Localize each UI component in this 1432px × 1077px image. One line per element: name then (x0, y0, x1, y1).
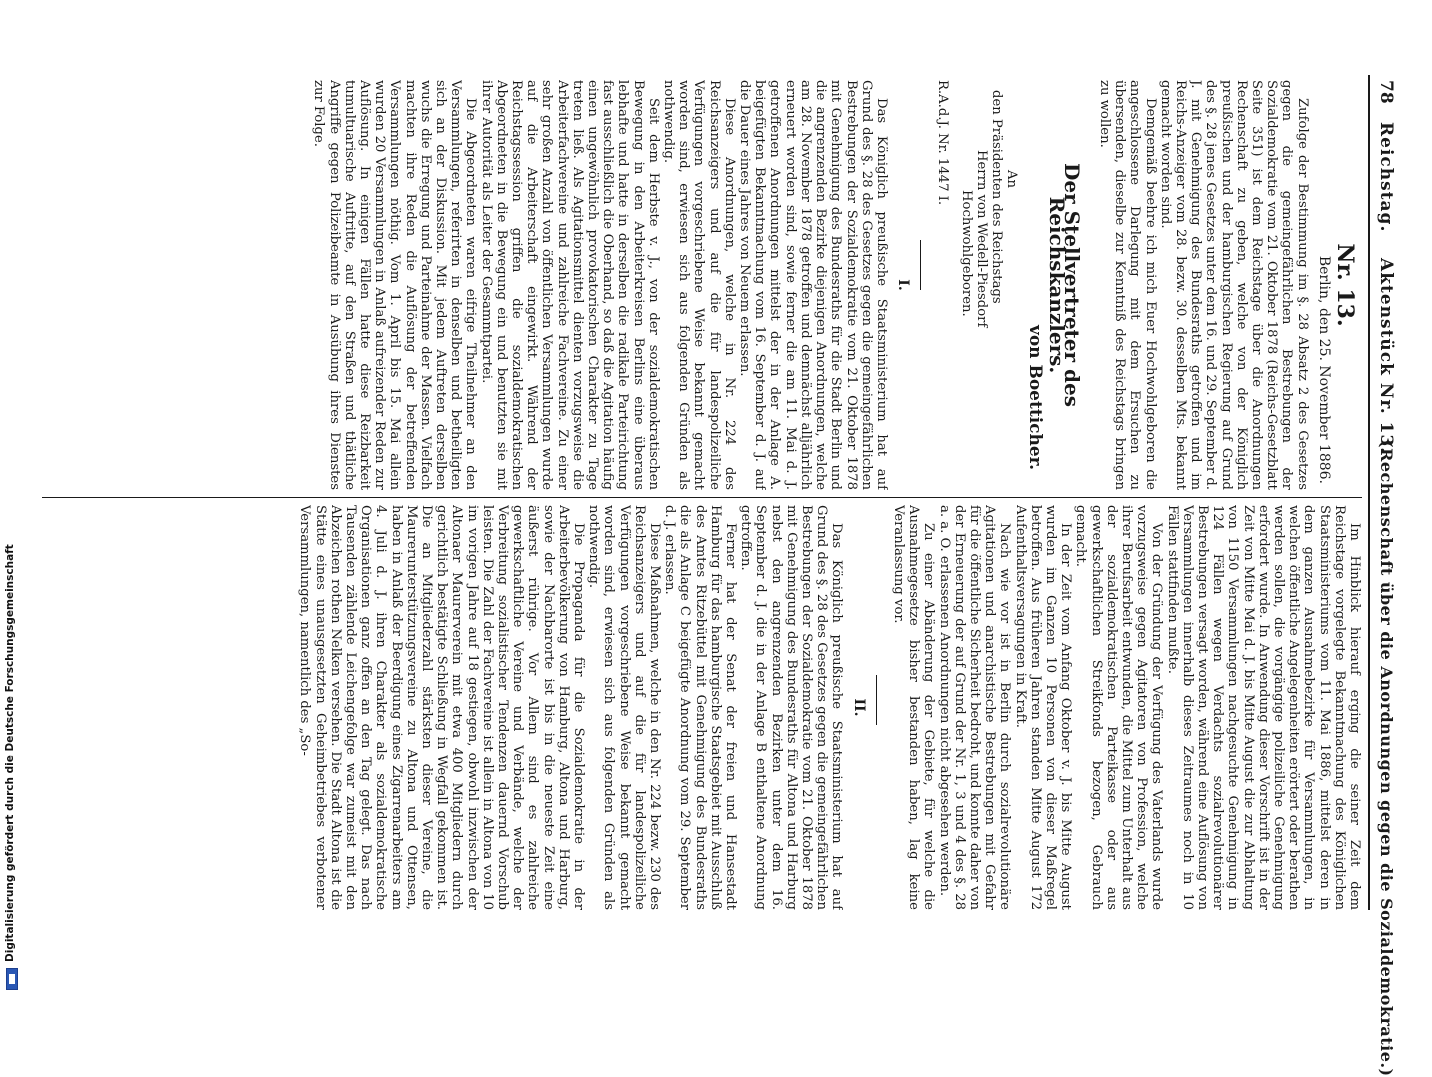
second-paragraph: Demgemäß beehre ich mich Euer Hochwohlgeboren die angeschlossene Darlegung mit dem Ersuchen zu übersenden, dieselbe zur Kenntniß des Reichstags bringen zu wollen. (1096, 80, 1158, 490)
section-one-numeral: I. (895, 279, 912, 291)
right-column (42, 505, 1362, 910)
section-two-paragraph: Diese Maßnahmen, welche in den Nr. 224 bezw. 230 des Reichsanzeigers und auf die für landespolizeiliche Verfügungen vorgeschriebene Weise bekannt gemacht worden sind, erwiesen sich aus folgenden Gründen als nothwendig. (586, 505, 663, 910)
section-two-paragraph: Die Propaganda für die Sozialdemokratie in der Arbeiterbevölkerung von Hamburg, Altona und Harburg, sowie der Nachbarorte ist bis in die neueste Zeit eine äußerst rührige. Vor Allem sind es zahlreiche gewerkschaftliche Vereine und Verbände, welche der Verbreitung sozialistischer Tendenzen dauernd Vorschub leisten. Die Zahl der Fachvereine ist allein in Altona von 10 im vorigen Jahre auf 18 gestiegen, obwohl inzwischen der Altonaer Maurerverein mit etwa 400 Mitgliedern durch gerichtlich bestätigte Schließung in Wegfall gekommen ist. Die an Mitgliederzahl stärksten dieser Vereine, die Maurerunterstützungsvereine zu Altona und Ottensen, haben in Anlaß der Beerdigung eines Zigarrenarbeiters am 4. Juli d. J. ihren Charakter als sozialdemokratische Organisationen ganz offen an den Tag gelegt. Das nach Tausenden zählende Leichengefolge war zumeist mit den Abzeichen rothen Nelken versehen. Die Stadt Altona ist die Stätte eines unausgesetzten Geheimbetriebes verbotener Versammlungen, namentlich des „So- (297, 505, 587, 910)
addressee-to: An (1004, 170, 1020, 189)
section-one-paragraph: Die Abgeordneten waren eifrige Theilnehmer an den Versammlungen, referirten in denselben und betheiligten sich an der Diskussion. Mit jedem Auftreten derselben wuchs die Erregung und Parteinahme der Massen. Vielfach machten ihre Reden die Auflösung der betreffenden Versammlungen nöthig. Vom 1. April bis 15. Mai allein wurden 20 Versammlungen in Anlaß aufreizender Reden zur Auflösung. In einigen Fällen hatte diese Reizbarkeit tumultuarische Auftritte, auf den Straßen und thätliche Angriffe gegen Polizeibeamte in Ausübung ihres Dienstes zur Folge. (311, 80, 479, 490)
sender-name: von Boetticher. (1025, 324, 1046, 470)
left-column (42, 80, 1362, 490)
section-divider (876, 675, 877, 725)
section-divider (920, 240, 921, 290)
section-one-paragraph: Diese Anordnungen, welche in Nr. 224 des Reichsanzeigers und auf die für landespolizeiliche Verfügungen vorgeschriebene Weise bekannt gemacht worden sind, erwiesen sich aus folgenden Gründen als nothwendig. (661, 80, 737, 490)
document-number: Nr. 13. (1332, 243, 1358, 327)
digitization-note: Digitalisierung gefördert durch die Deutsche Forschungsgemeinschaft (4, 544, 16, 962)
right-paragraph: Von der Gründung der Verfügung des Vaterlands wurde vorzugsweise gegen Agitatoren von Profession, welche ihrer Berufsarbeit entwunden, die Mittel zum Unterhalt aus der sozialdemokratischen Parteikasse oder aus gewerkschaftlichen Streikfonds bezogen, Gebrauch gemacht. (1073, 505, 1165, 910)
section-two-paragraph: Das Königlich preußische Staatsministerium hat auf Grund des §. 28 des Gesetzes gegen die gemeingefährlichen Bestrebungen der Sozialdemokratie vom 21. Oktober 1878 mit Genehmigung des Bundesraths für Altona und Harburg nebst den angrenzenden Bezirken unter dem 16. September d. J. die in der Anlage B enthaltene Anordnung getroffen. (738, 505, 845, 910)
column-rule (42, 497, 1362, 498)
page-number: 78 (1376, 80, 1396, 104)
header-rule (1368, 75, 1370, 910)
intro-paragraph: Zufolge der Bestimmung im §. 28 Absatz 2 des Gesetzes gegen die gemeingefährlichen Bestrebungen der Sozialdemokratie vom 21. Oktober 1878 (Reichs-Gesetzblatt Seite 351) ist dem Reichstage über die Anordnungen Rechenschaft zu geben, welche von der Königlich preußischen und der hamburgischen Regierung auf Grund des §. 28 jenes Gesetzes unter dem 16. und 29. September d. J. mit Genehmigung des Bundesraths getroffen und im Reichs-Anzeiger vom 28. bezw. 30. desselben Mts. bekannt gemacht worden sind. (1157, 80, 1310, 490)
addressee-line-1: den Präsidenten des Reichstags (988, 90, 1004, 304)
addressee-line-2: Herrn von Wedell-Piesdorf (973, 150, 989, 328)
section-two-paragraph: Ferner hat der Senat der freien und Hansestadt Hamburg für das hamburgische Staatsgebiet mit Ausschluß des Amtes Ritzebüttel mit Genehmigung des Bundesraths die als Anlage C beigefügte Anordnung vom 29. September d. J. erlassen. (662, 505, 739, 910)
reference-number: R.A.d.J. Nr. 1447 I. (935, 80, 951, 206)
right-paragraph: Nach wie vor ist in Berlin durch sozialrevolutionäre Agitationen und anarchistische Bestrebungen mit Gefahr für die öffentliche Sicherheit bedroht, und konnte daher von der Erneuerung der auf Grund der Nr. 1, 3 und 4 des §. 28 a. a. O. erlassenen Anordnungen nicht abgesehen werden. (936, 505, 1013, 910)
section-two-numeral: II. (850, 698, 867, 717)
header-subject: (Rechenschaft über die Anordnungen gegen die Sozialdemokratie.) (1377, 440, 1396, 1077)
section-one-paragraph: Das Königlich preußische Staatsministerium hat auf Grund des §. 28 des Gesetzes gegen die gemeingefährlichen Bestrebungen der Sozialdemokratie vom 21. Oktober 1878 mit Genehmigung des Bundesraths für die Stadt Berlin und die angrenzenden Bezirke diejenigen Anordnungen, welche am 28. November 1878 getroffen und demnächst alljährlich erneuert worden sind, sowie ferner die am 11. Mai d. J. getroffenen Anordnungen mittelst der in der Anlage A. beigefügten Bekanntmachung vom 16. September d. J. auf die Dauer eines Jahres von Neuem erlassen. (737, 80, 889, 490)
right-paragraph: In der Zeit vom Anfang Oktober v. J. bis Mitte August wurden im Ganzen 10 Personen von dieser Maßregel betroffen. Aus früheren Jahren standen Mitte August 172 Aufenthaltsversagungen in Kraft. (1012, 505, 1074, 910)
date-line: Berlin, den 25. November 1886. (1315, 255, 1332, 484)
addressee-block (958, 80, 1019, 490)
addressee-line-3: Hochwohlgeboren. (958, 190, 974, 317)
header-file-ref: Aktenstück Nr. 13. (1376, 258, 1396, 455)
right-paragraph: Zu einer Abänderung der Gebiete, für welche die Ausnahmegesetze bisher bestanden haben, lag keine Veranlassung vor. (890, 505, 937, 910)
section-one-paragraph: Seit dem Herbste v. J., von der sozialdemokratischen Bewegung in den Arbeiterkreisen Berlins eine überaus lebhafte und hatte in derselben die radikale Parteirichtung fast ausschließlich die Oberhand, so daß die Agitation häufig einen ungewöhnlich provokatorischen Charakter zu Tage treten ließ. Als Agitationsmittel dienten vorzugsweise die Arbeiterfachvereine und zahlreiche Fachvereine. Zu einer sehr großen Anzahl von öffentlichen Versammlungen wurde auf die Arbeiterschaft eingewirkt. Während der Reichstagssession griffen die sozialdemokratischen Abgeordneten in die Bewegung ein und benutzten sie mit ihrer Autorität als Leiter der Gesammtpartei. (478, 80, 661, 490)
sender-title: Der Stellvertreter des Reichskanzlers. (1044, 163, 1084, 407)
header-section: Reichstag. (1376, 122, 1396, 233)
right-paragraph: Im Hinblick hierauf erging die seiner Zeit dem Reichstage vorgelegte Bekanntmachung des Königlichen Staatsministeriums vom 11. Mai 1886, mittelst deren in dem ganzen Ausnahmebezirke für Versammlungen, in welchen öffentliche Angelegenheiten erörtert oder berathen werden sollen, die vorgängige polizeiliche Genehmigung erfordert wurde. In Anwendung dieser Vorschrift ist in der Zeit von Mitte Mai d. J. bis Mitte August die zur Abhaltung von 1150 Versammlungen nachgesuchte Genehmigung in 124 Fällen wegen Verdachts sozialrevolutionärer Bestrebungen versagt worden, während eine Auflösung von Versammlungen innerhalb dieses Zeitraumes noch in 10 Fällen stattfinden mußte. (1164, 505, 1362, 910)
